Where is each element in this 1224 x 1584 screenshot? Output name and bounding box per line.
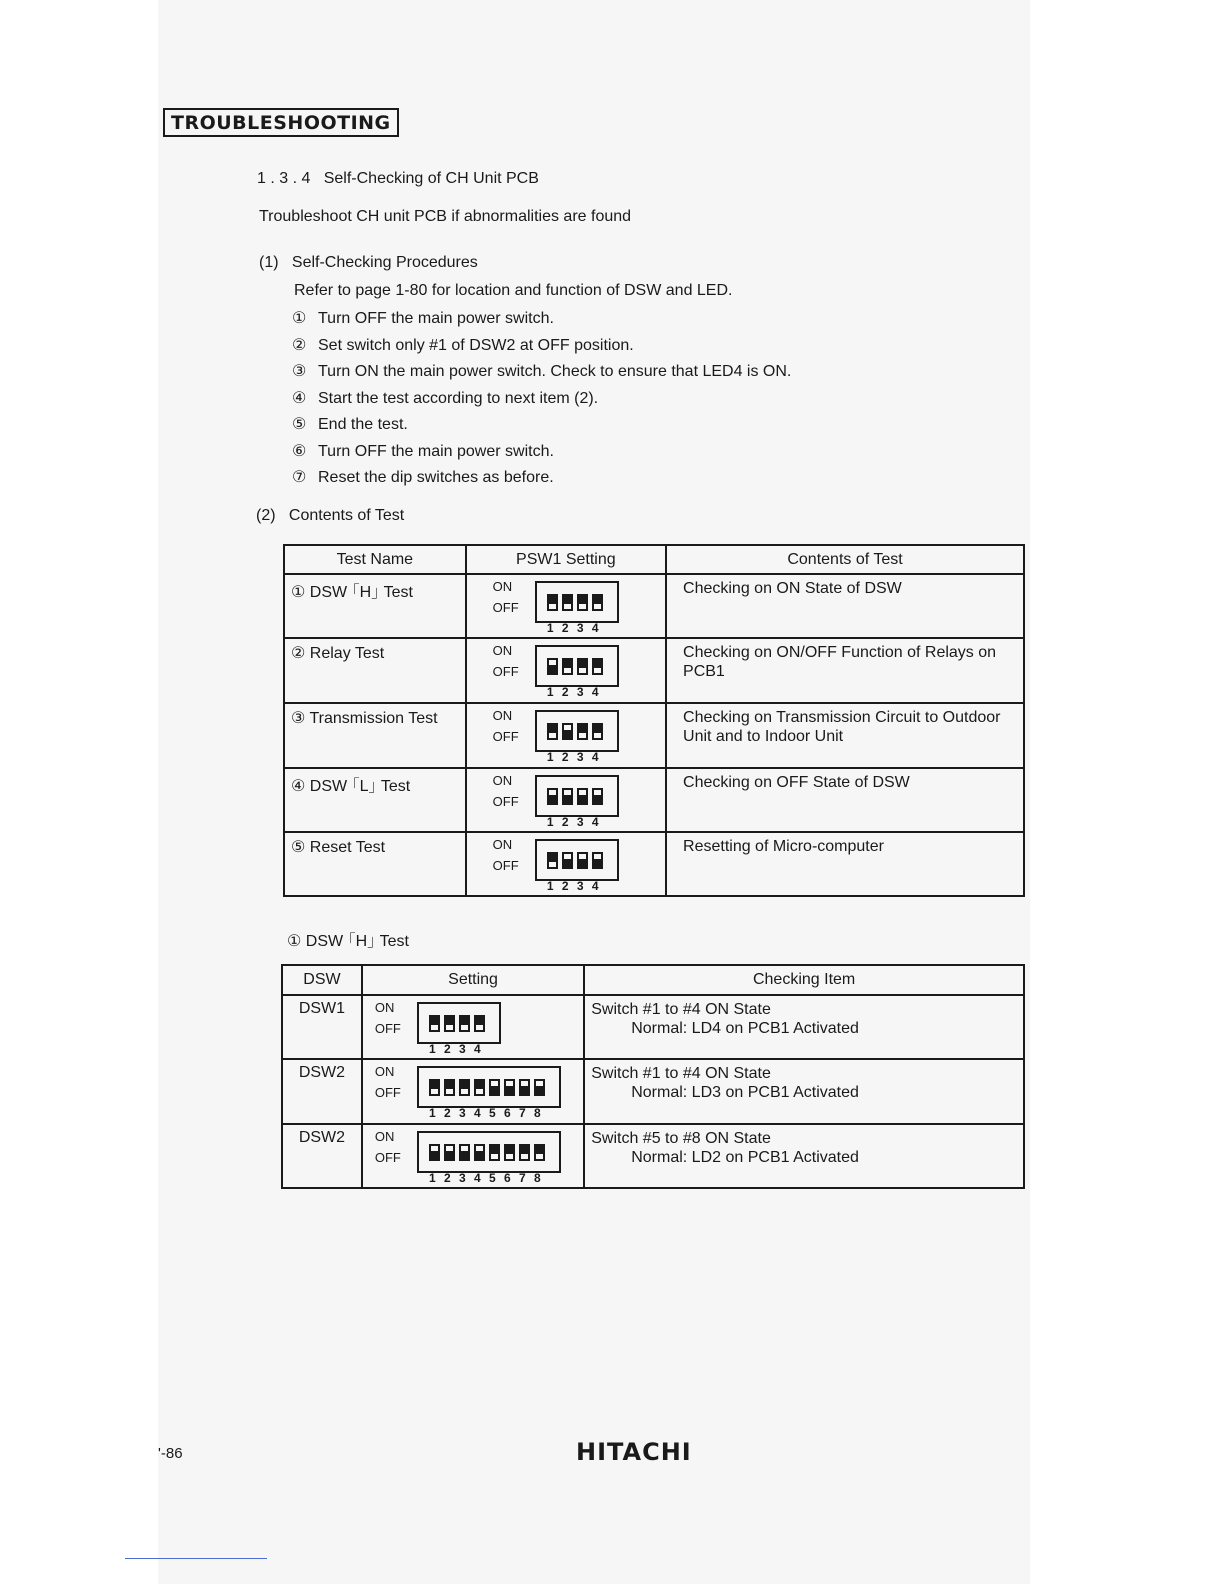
switch-numbers (547, 879, 599, 893)
column-header: DSW (282, 965, 362, 995)
on-label: ON (374, 1000, 395, 1015)
switch-numbers (429, 1042, 481, 1056)
dip-switch-key (519, 1079, 530, 1096)
test-content: Checking on Transmission Circuit to Outdoor Unit and to Indoor Unit (666, 703, 1024, 768)
dip-switch-key (444, 1015, 455, 1032)
table-row (282, 995, 1024, 1059)
switch-number: 6 (504, 1171, 511, 1185)
checking-item (584, 1059, 1024, 1124)
psw1-setting (466, 574, 666, 638)
table-row (284, 703, 1024, 768)
dip-switch-key (474, 1144, 485, 1161)
table-header-row (282, 965, 1024, 995)
switch-number: 2 (561, 815, 569, 829)
switch-number: 3 (459, 1171, 466, 1185)
dip-switch-key (577, 852, 588, 869)
dip-switch-housing (417, 1002, 501, 1044)
contents-heading (256, 507, 404, 525)
checking-item (584, 995, 1024, 1059)
switch-number: 1 (546, 750, 554, 764)
test-content: Checking on ON State of DSW (666, 574, 1024, 638)
switch-number: 3 (576, 621, 584, 635)
off-label: OFF (492, 858, 519, 873)
brand-logo: HITACHI (576, 1438, 692, 1466)
test-content: Checking on OFF State of DSW (666, 768, 1024, 832)
column-header: Checking Item (584, 965, 1024, 995)
dip-switch-key (577, 788, 588, 805)
switch-number: 4 (474, 1042, 481, 1056)
section-heading (257, 170, 539, 188)
column-header: Contents of Test (666, 545, 1024, 574)
dip-switch-key (592, 788, 603, 805)
dip-switch-key (562, 594, 573, 611)
dip-switch-key (562, 723, 573, 740)
dip-switch-key (504, 1079, 515, 1096)
dip-switch-housing (535, 839, 619, 881)
dip-switch-key (547, 594, 558, 611)
test-name: ③ Transmission Test (284, 703, 466, 768)
dsw-setting (362, 1124, 584, 1188)
dsw-label: DSW2 (282, 1124, 362, 1188)
contents-table (283, 544, 1025, 897)
dsw-label: DSW2 (282, 1059, 362, 1124)
switch-number: 2 (561, 750, 569, 764)
intro-text: Troubleshoot CH unit PCB if abnormalities are found (259, 208, 632, 225)
switch-number: 1 (429, 1106, 436, 1120)
switch-number: 5 (489, 1171, 496, 1185)
dsw-setting (362, 1059, 584, 1124)
dip-switch-key (592, 658, 603, 675)
dip-switch-key (429, 1079, 440, 1096)
switch-numbers (547, 685, 599, 699)
dsw-label: DSW1 (282, 995, 362, 1059)
dip-switch-key (459, 1144, 470, 1161)
switch-number: 5 (489, 1106, 496, 1120)
test-name: ② Relay Test (284, 638, 466, 703)
on-label: ON (374, 1129, 395, 1144)
switch-number: 8 (534, 1106, 541, 1120)
on-label: ON (492, 837, 513, 852)
step-item: ① Turn OFF the main power switch. (292, 310, 554, 327)
psw1-setting (466, 638, 666, 703)
switch-number: 1 (546, 815, 554, 829)
dip-switch-key (547, 788, 558, 805)
on-label: ON (492, 773, 513, 788)
table-row (284, 638, 1024, 703)
switch-number: 4 (591, 621, 599, 635)
dip-switch-key (444, 1079, 455, 1096)
dip-switch-housing (535, 645, 619, 687)
switch-numbers (429, 1171, 541, 1185)
switch-number: 2 (444, 1106, 451, 1120)
psw1-setting (466, 768, 666, 832)
switch-number: 2 (561, 621, 569, 635)
checking-item (584, 1124, 1024, 1188)
off-label: OFF (492, 600, 519, 615)
table-row (284, 768, 1024, 832)
checking-item-text: Switch #5 to #8 ON State (591, 1130, 771, 1147)
test-content: Resetting of Micro-computer (666, 832, 1024, 896)
switch-number: 1 (429, 1042, 436, 1056)
dip-switch-key (547, 658, 558, 675)
switch-number: 4 (474, 1171, 481, 1185)
dip-switch-housing (535, 710, 619, 752)
switch-number: 1 (429, 1171, 436, 1185)
switch-number: 7 (519, 1171, 526, 1185)
column-header: PSW1 Setting (466, 545, 666, 574)
off-label: OFF (374, 1021, 401, 1036)
normal-text: Normal: LD2 on PCB1 Activated (631, 1149, 859, 1166)
dip-switch-key (519, 1144, 530, 1161)
dip-switch-key (504, 1144, 515, 1161)
dip-switch-key (429, 1015, 440, 1032)
dip-switch-key (429, 1144, 440, 1161)
step-item: ⑥ Turn OFF the main power switch. (292, 442, 554, 460)
column-header: Setting (362, 965, 584, 995)
dip-switch-key (577, 723, 588, 740)
section-title: Self-Checking of CH Unit PCB (323, 170, 539, 187)
dip-switch-key (474, 1015, 485, 1032)
switch-number: 3 (576, 815, 584, 829)
dip-switch-key (474, 1079, 485, 1096)
dip-switch-key (592, 594, 603, 611)
switch-number: 2 (561, 685, 569, 699)
switch-number: 3 (576, 685, 584, 699)
switch-number: 4 (591, 685, 599, 699)
checking-item-text: Switch #1 to #4 ON State (591, 1001, 771, 1018)
table-header-row (284, 545, 1024, 574)
dip-switch-key (547, 723, 558, 740)
switch-number: 3 (459, 1106, 466, 1120)
steps-list (292, 308, 791, 494)
switch-numbers (547, 815, 599, 829)
contents-number: (2) (256, 507, 276, 524)
dip-switch-housing (417, 1131, 561, 1173)
switch-number: 4 (474, 1106, 481, 1120)
table-row (282, 1059, 1024, 1124)
test-name: ① DSW ｢H｣ Test (284, 574, 466, 638)
section-header: TROUBLESHOOTING (163, 108, 399, 137)
dip-switch-key (577, 594, 588, 611)
switch-number: 3 (459, 1042, 466, 1056)
dip-switch-key (577, 658, 588, 675)
dsw-test-table (281, 964, 1025, 1189)
normal-text: Normal: LD3 on PCB1 Activated (631, 1084, 859, 1101)
contents-title: Contents of Test (288, 507, 405, 524)
off-label: OFF (374, 1085, 401, 1100)
procedures-title: Self-Checking Procedures (291, 254, 478, 271)
switch-number: 1 (546, 685, 554, 699)
switch-number: 2 (444, 1042, 451, 1056)
on-label: ON (492, 643, 513, 658)
step-item: ② Set switch only #1 of DSW2 at OFF position. (292, 336, 634, 354)
dip-switch-housing (535, 581, 619, 623)
dip-switch-key (562, 788, 573, 805)
switch-number: 1 (546, 621, 554, 635)
dip-switch-key (562, 852, 573, 869)
switch-number: 3 (576, 879, 584, 893)
switch-number: 4 (591, 879, 599, 893)
off-label: OFF (492, 794, 519, 809)
step-item: ④ Start the test according to next item (2). (292, 389, 599, 407)
refer-text: Refer to page 1-80 for location and function of DSW and LED. (294, 282, 733, 299)
normal-text: Normal: LD4 on PCB1 Activated (631, 1020, 859, 1037)
dsw-test-title: ① DSW ｢H｣ Test (287, 933, 409, 950)
dip-switch-key (534, 1144, 545, 1161)
dip-switch-key (444, 1144, 455, 1161)
table-row (282, 1124, 1024, 1188)
test-content: Checking on ON/OFF Function of Relays on PCB1 (666, 638, 1024, 703)
test-name: ④ DSW ｢L｣ Test (284, 768, 466, 832)
on-label: ON (374, 1064, 395, 1079)
table-row (284, 832, 1024, 896)
footer-rule (125, 1558, 267, 1559)
dip-switch-key (459, 1015, 470, 1032)
switch-numbers (429, 1106, 541, 1120)
dsw-setting (362, 995, 584, 1059)
step-item: ⑤ End the test. (292, 416, 408, 433)
test-name: ⑤ Reset Test (284, 832, 466, 896)
checking-item-text: Switch #1 to #4 ON State (591, 1065, 771, 1082)
switch-number: 6 (504, 1106, 511, 1120)
off-label: OFF (374, 1150, 401, 1165)
switch-number: 2 (561, 879, 569, 893)
dip-switch-housing (535, 775, 619, 817)
procedures-heading (259, 254, 478, 272)
page-number: '-86 (158, 1445, 183, 1462)
switch-numbers (547, 750, 599, 764)
dip-switch-key (489, 1144, 500, 1161)
switch-number: 4 (591, 750, 599, 764)
dip-switch-housing (417, 1066, 561, 1108)
switch-number: 3 (576, 750, 584, 764)
dip-switch-key (562, 658, 573, 675)
on-label: ON (492, 579, 513, 594)
switch-number: 2 (444, 1171, 451, 1185)
off-label: OFF (492, 664, 519, 679)
table-row (284, 574, 1024, 638)
switch-number: 4 (591, 815, 599, 829)
switch-number: 8 (534, 1171, 541, 1185)
section-number: 1 . 3 . 4 (257, 170, 311, 187)
dip-switch-key (534, 1079, 545, 1096)
dip-switch-key (547, 852, 558, 869)
procedures-number: (1) (259, 254, 279, 271)
dip-switch-key (459, 1079, 470, 1096)
step-item: ③ Turn ON the main power switch. Check to ensure that LED4 is ON. (292, 363, 792, 380)
switch-number: 1 (546, 879, 554, 893)
column-header: Test Name (284, 545, 466, 574)
off-label: OFF (492, 729, 519, 744)
dip-switch-key (489, 1079, 500, 1096)
psw1-setting (466, 703, 666, 768)
dip-switch-key (592, 723, 603, 740)
on-label: ON (492, 708, 513, 723)
step-item: ⑦ Reset the dip switches as before. (292, 469, 554, 486)
dip-switch-key (592, 852, 603, 869)
switch-number: 7 (519, 1106, 526, 1120)
psw1-setting (466, 832, 666, 896)
switch-numbers (547, 621, 599, 635)
